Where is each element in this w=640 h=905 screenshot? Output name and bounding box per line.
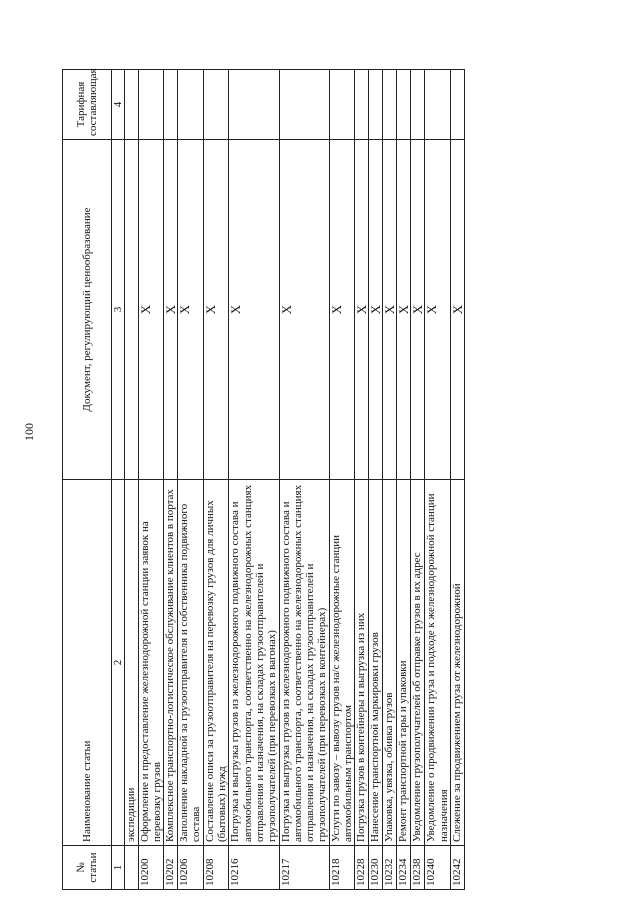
pricing-document-cell: [125, 140, 138, 480]
tariff-component-cell: [450, 70, 464, 140]
table-row: [138, 70, 164, 890]
tariff-component-cell: [164, 70, 178, 140]
article-number-cell: 10217: [279, 846, 329, 890]
tariff-component-cell: [178, 70, 204, 140]
pricing-document-cell: X: [164, 140, 178, 480]
article-name-cell: Заполнение накладной за грузоотправителя и собственника подвижного состава: [178, 480, 204, 846]
tariff-component-cell: [138, 70, 164, 140]
article-name-cell: Составление описи за грузоотправителя на перевозку грузов для личных (бытовых) нужд: [203, 480, 229, 846]
pricing-document-cell: X: [397, 140, 411, 480]
table-row: [397, 70, 411, 890]
header-article-name: Наименование статьи: [63, 480, 112, 846]
column-index-row: [112, 70, 125, 890]
table-row: [329, 70, 355, 890]
column-index: 3: [112, 140, 125, 480]
article-name-cell: Слежение за продвижением груза от железнодорожной: [450, 480, 464, 846]
header-tariff-component: Тарифная составляющая: [63, 70, 112, 140]
pricing-document-cell: X: [329, 140, 355, 480]
table-row: [178, 70, 204, 890]
pricing-document-cell: X: [138, 140, 164, 480]
article-number-cell: 10242: [450, 846, 464, 890]
tariff-component-cell: [369, 70, 383, 140]
article-number-cell: 10216: [229, 846, 279, 890]
article-name-cell: Погрузка и выгрузка грузов из железнодорожного подвижного состава и автомобильного транспорта, соответственно на железнодорожных станциях отправления и назначения, на складах грузоотправителей и грузополучателей (при перевозках в контейнерах): [279, 480, 329, 846]
tariff-component-cell: [229, 70, 279, 140]
article-name-cell: Нанесение транспортной маркировки грузов: [369, 480, 383, 846]
article-name-cell: Ремонт транспортной тары и упаковки: [397, 480, 411, 846]
tariff-component-cell: [203, 70, 229, 140]
pricing-document-cell: X: [355, 140, 369, 480]
pricing-document-cell: X: [203, 140, 229, 480]
rotated-page-content: [62, 68, 465, 890]
tariff-component-cell: [279, 70, 329, 140]
article-name-cell: Погрузка грузов в контейнеры и выгрузка из них: [355, 480, 369, 846]
column-index: 2: [112, 480, 125, 846]
article-name-cell: Оформление и предоставление железнодорожной станции заявок на перевозку грузов: [138, 480, 164, 846]
table-row: [203, 70, 229, 890]
pricing-document-cell: X: [411, 140, 425, 480]
article-name-cell: экспедиции: [125, 480, 138, 846]
article-name-cell: Комплексное транспортно-логистическое обслуживание клиентов в портах: [164, 480, 178, 846]
table-row: [229, 70, 279, 890]
article-number-cell: 10208: [203, 846, 229, 890]
column-index: 4: [112, 70, 125, 140]
article-name-cell: Упаковка, увязка, обивка грузов: [383, 480, 397, 846]
article-number-cell: [125, 846, 138, 890]
article-number-cell: 10200: [138, 846, 164, 890]
table-header-row: [63, 70, 112, 890]
pricing-document-cell: X: [425, 140, 451, 480]
pricing-document-cell: X: [450, 140, 464, 480]
tariff-component-cell: [397, 70, 411, 140]
table-row: [164, 70, 178, 890]
pricing-document-cell: X: [178, 140, 204, 480]
table-row: [411, 70, 425, 890]
tariff-component-cell: [411, 70, 425, 140]
pricing-document-cell: X: [369, 140, 383, 480]
article-number-cell: 10228: [355, 846, 369, 890]
article-name-cell: Погрузка и выгрузка грузов из железнодорожного подвижного состава и автомобильного транспорта, соответственно на железнодорожных станциях отправления и назначения, на складах грузоотправителей и грузополучателей (при перевозках в вагонах): [229, 480, 279, 846]
table-row: [125, 70, 138, 890]
article-number-cell: 10202: [164, 846, 178, 890]
header-article-number: № статьи: [63, 846, 112, 890]
table-row: [383, 70, 397, 890]
pricing-document-cell: X: [383, 140, 397, 480]
table-row: [425, 70, 451, 890]
article-number-cell: 10232: [383, 846, 397, 890]
article-name-cell: Услуги по завозу – вывозу грузов на/с железнодорожные станции автомобильным транспортом: [329, 480, 355, 846]
table-body: [125, 70, 465, 890]
table-row: [450, 70, 464, 890]
article-number-cell: 10238: [411, 846, 425, 890]
article-number-cell: 10234: [397, 846, 411, 890]
pricing-document-cell: X: [229, 140, 279, 480]
pricing-table: [62, 69, 465, 890]
pricing-document-cell: X: [279, 140, 329, 480]
table-row: [355, 70, 369, 890]
article-name-cell: Уведомление грузополучателей об отправке грузов в их адрес: [411, 480, 425, 846]
tariff-component-cell: [383, 70, 397, 140]
tariff-component-cell: [125, 70, 138, 140]
tariff-component-cell: [355, 70, 369, 140]
tariff-component-cell: [425, 70, 451, 140]
article-number-cell: 10206: [178, 846, 204, 890]
table-row: [279, 70, 329, 890]
article-number-cell: 10230: [369, 846, 383, 890]
article-number-cell: 10240: [425, 846, 451, 890]
header-pricing-document: Документ, регулирующий ценообразование: [63, 140, 112, 480]
article-number-cell: 10218: [329, 846, 355, 890]
article-name-cell: Уведомление о продвижении груза и подходе к железнодорожной станции назначения: [425, 480, 451, 846]
page-number: 100: [22, 423, 36, 441]
tariff-component-cell: [329, 70, 355, 140]
column-index: 1: [112, 846, 125, 890]
table-row: [369, 70, 383, 890]
